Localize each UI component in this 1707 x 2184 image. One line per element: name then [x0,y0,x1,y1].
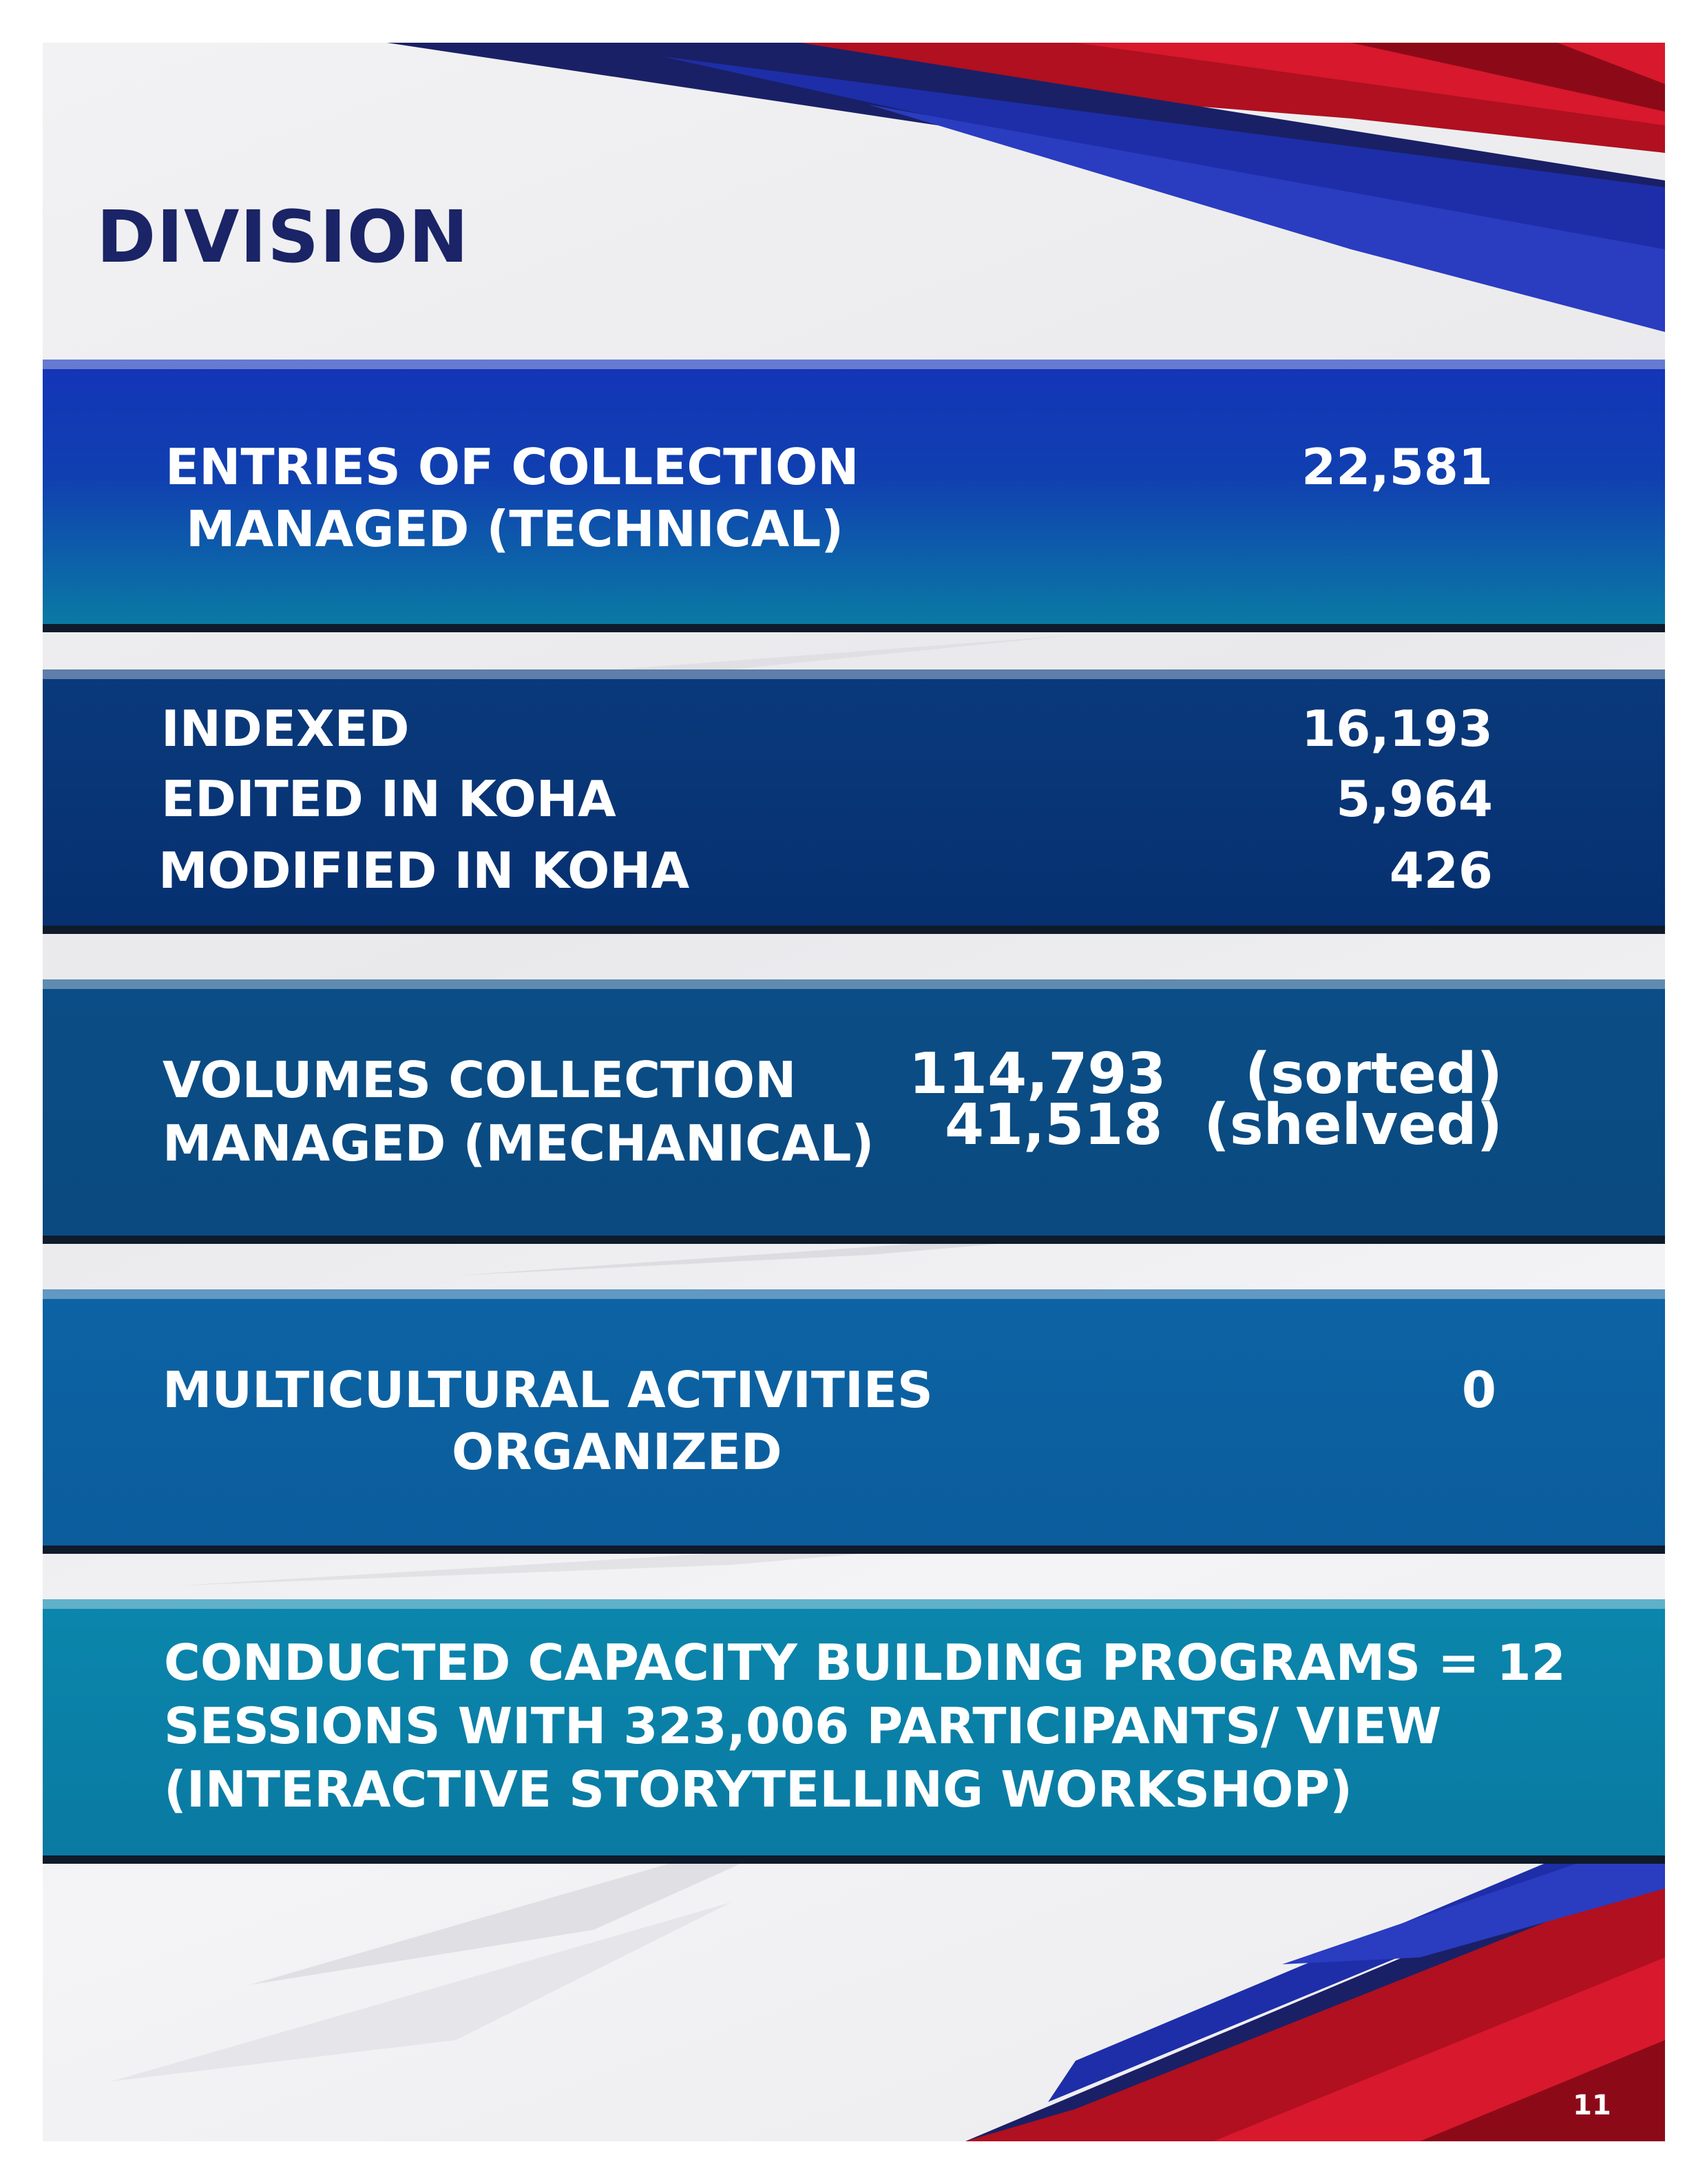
capacity-line3: (INTERACTIVE STORYTELLING WORKSHOP) [164,1760,1353,1818]
multicultural-label-line2: ORGANIZED [452,1423,782,1481]
sorted-value: 114,793 [909,1041,1166,1107]
koha-band [43,669,1665,926]
mechanical-band [43,979,1665,1236]
modified-label: MODIFIED IN KOHA [158,842,690,899]
technical-label-line2: MANAGED (TECHNICAL) [186,500,844,558]
multicultural-band [43,1289,1665,1546]
bg-streak [112,1902,731,2081]
page-title: DIVISION [96,195,470,279]
edited-label: EDITED IN KOHA [161,770,616,828]
mechanical-label-line1: VOLUMES COLLECTION [163,1051,797,1109]
modified-value: 426 [1389,842,1493,899]
edited-value: 5,964 [1336,770,1493,828]
sorted-note: (sorted) [1244,1041,1502,1107]
page-number: 11 [1573,2090,1611,2121]
shelved-value: 41,518 [945,1092,1163,1158]
capacity-line2: SESSIONS WITH 323,006 PARTICIPANTS/ VIEW [164,1697,1442,1755]
technical-value: 22,581 [1301,438,1493,496]
multicultural-value: 0 [1461,1361,1496,1419]
page [43,43,1665,2141]
capacity-band [43,1599,1665,1855]
capacity-line1: CONDUCTED CAPACITY BUILDING PROGRAMS = 12 [164,1634,1566,1692]
indexed-value: 16,193 [1301,700,1493,758]
mechanical-label-line2: MANAGED (MECHANICAL) [163,1114,875,1172]
technical-band [43,360,1665,624]
multicultural-label-line1: MULTICULTURAL ACTIVITIES [163,1361,933,1419]
technical-label-line1: ENTRIES OF COLLECTION [165,438,859,496]
shelved-note: (shelved) [1204,1092,1502,1158]
indexed-label: INDEXED [161,700,410,758]
